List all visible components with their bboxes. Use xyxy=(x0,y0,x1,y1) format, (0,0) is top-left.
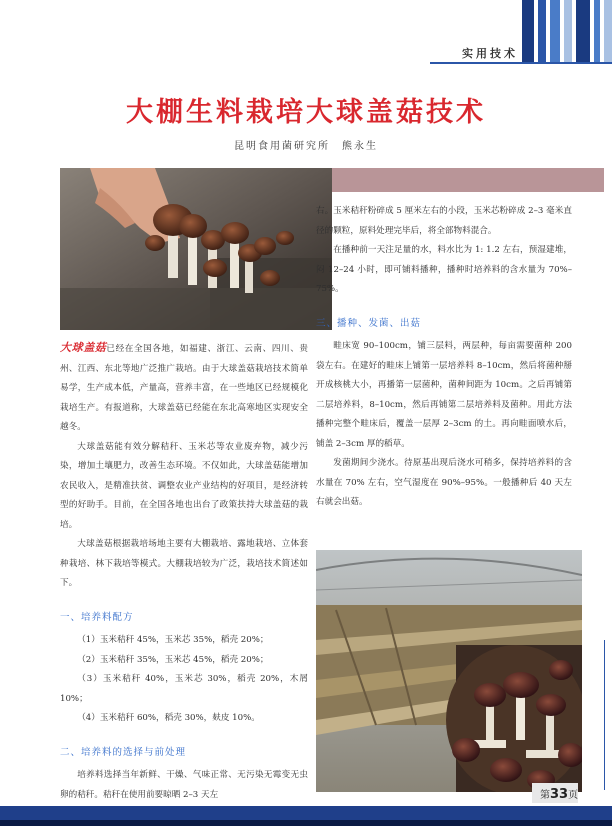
decor-bar xyxy=(576,0,590,62)
decor-bar xyxy=(522,0,534,62)
accent-band xyxy=(332,168,604,192)
formula-item: （4）玉米秸秆 60%，稻壳 30%，麸皮 10%。 xyxy=(77,713,260,723)
decor-bar xyxy=(594,0,600,62)
page-number-value: 33 xyxy=(550,787,569,802)
decor-bar xyxy=(550,0,560,62)
mushroom-hand-photo xyxy=(60,168,332,330)
article-byline: 昆明食用菌研究所 熊永生 xyxy=(234,141,378,152)
section-heading-sowing: 三、播种、发菌、出菇 xyxy=(316,317,422,329)
intro-text: 已经在全国各地，如福建、浙江、云南、四川、贵州、江西、东北等地广泛推广栽培。由于大球盖菇栽培技术简单易学，生产成本低，产量高，营养丰富，在一些地区已经规模化栽培生产。有报道称，大球盖菇已经能在东北高寒地区实现安全越冬。 xyxy=(60,344,308,432)
lead-term: 大球盖菇 xyxy=(60,341,107,354)
intro-paragraph xyxy=(60,338,308,438)
formula-item: （1）玉米秸秆 45%，玉米芯 35%，稻壳 20%； xyxy=(77,635,269,645)
footer-bar xyxy=(0,806,612,820)
formula-item: （2）玉米秸秆 35%，玉米芯 45%，稻壳 20%； xyxy=(77,654,269,665)
paragraph: 发菌期间少浇水。待原基出现后浇水可稍多，保持培养料的含水量在 70% 左右，空气湿度在 90%–95%。一般播种后 40 天左右就会出菇。 xyxy=(316,458,572,507)
paragraph: 大球盖菇能有效分解秸秆、玉米芯等农业废弃物，减少污染，增加土壤肥力，改善生态环境。不仅如此，大球盖菇能增加农民收入，是精准扶贫、调整农业产业结构的好项目，是经济转型的好助手。目前，在全国各地也出台了政策扶持大球盖菇的栽培。 xyxy=(60,441,308,530)
header-rule xyxy=(430,62,612,64)
section-heading-material: 二、培养料的选择与前处理 xyxy=(60,746,187,758)
decor-bar xyxy=(564,0,572,62)
decor-bar xyxy=(538,0,546,62)
section-heading-formula: 一、培养料配方 xyxy=(60,611,134,623)
right-accent-line xyxy=(604,640,605,790)
paragraph: 在播种前一天注足量的水，料水比为 1: 1.2 左右，预湿建堆，闷 12–24 小时，即可铺料播种，播种时培养料的含水量为 70%–75%。 xyxy=(316,245,572,294)
paragraph: 培养料选择当年新鲜、干燥、气味正常、无污染无霉变无虫卵的秸秆。秸秆在使用前要晾晒 2–3 天左 xyxy=(60,770,308,800)
formula-item: （3）玉米秸秆 40%，玉米芯 30%，稻壳 20%，木屑 10%； xyxy=(60,674,308,704)
greenhouse-mushroom-photo xyxy=(316,550,582,792)
section-label: 实用技术 xyxy=(462,47,518,60)
page-prefix: 第 xyxy=(540,790,550,801)
left-column xyxy=(60,338,308,805)
header-decor-bars xyxy=(522,0,612,62)
page-suffix: 页 xyxy=(568,790,579,801)
paragraph: 大球盖菇根据栽培场地主要有大棚栽培、露地栽培、立体套种栽培、林下栽培等模式。大棚栽培较为广泛，栽培技术简述如下。 xyxy=(60,539,308,588)
page-number xyxy=(540,786,578,802)
decor-bar xyxy=(604,0,612,62)
footer-strip xyxy=(0,820,612,826)
right-column xyxy=(316,202,572,513)
article-title: 大棚生料栽培大球盖菇技术 xyxy=(126,97,486,128)
paragraph: 畦床宽 90–100cm，铺三层料，两层种，每亩需要菌种 200 袋左右。在建好的畦床上铺第一层培养料 8–10cm，然后将菌种掰开成核桃大小，再播第一层菌种，菌种间距为 10cm。之后再铺第二层培养料，8–10cm，然后再铺第二层培养料及菌种。用此方法播种完整个畦床后，覆盖一层厚 2–3cm 的土。再向畦面喷水后，铺盖 2–3cm 厚的稻草。 xyxy=(316,341,572,449)
paragraph: 右。玉米秸秆粉碎成 5 厘米左右的小段，玉米芯粉碎成 2–3 毫米直径的颗粒，原料处理完毕后，将全部物料混合。 xyxy=(316,206,572,236)
